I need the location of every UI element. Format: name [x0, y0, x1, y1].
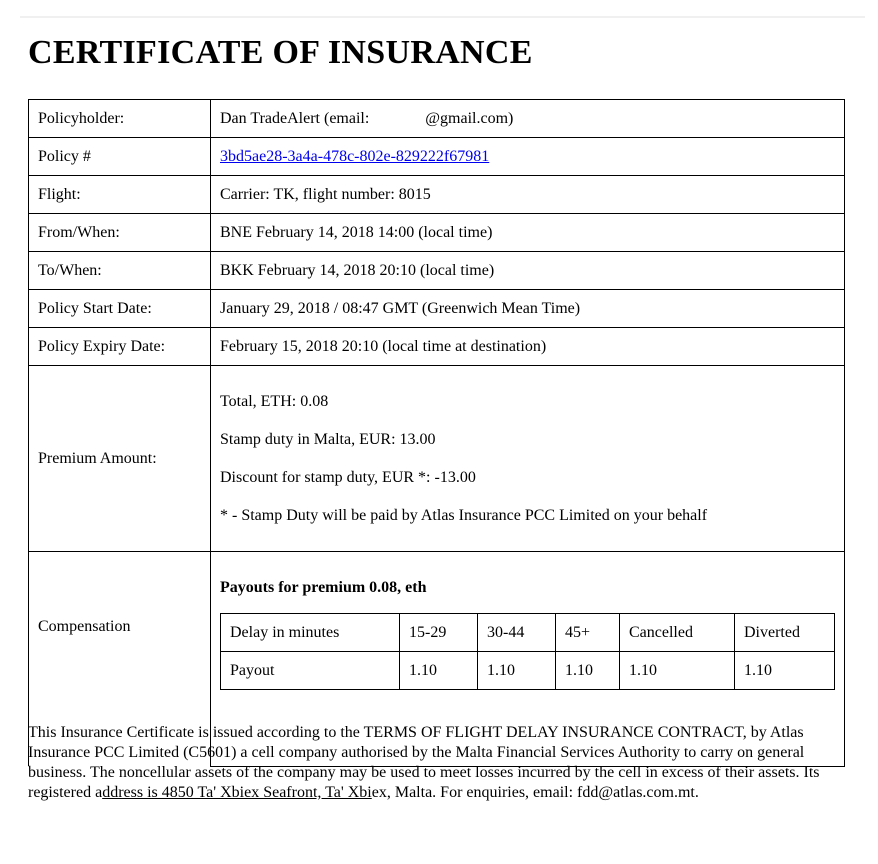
row-label: To/When:: [29, 252, 211, 290]
compensation-label: Compensation: [29, 552, 211, 767]
payouts-title: Payouts for premium 0.08, eth: [220, 579, 427, 596]
row-label: From/When:: [29, 214, 211, 252]
row-policy-expiry-date: [29, 328, 845, 366]
premium-discount: Discount for stamp duty, EUR *: -13.00: [220, 469, 476, 486]
row-to-when: [29, 252, 845, 290]
row-flight: [29, 176, 845, 214]
row-label: Policy #: [29, 138, 211, 176]
row-label: Policy Expiry Date:: [29, 328, 211, 366]
page-title: CERTIFICATE OF INSURANCE: [28, 34, 533, 71]
premium-stamp-duty: Stamp duty in Malta, EUR: 13.00: [220, 431, 436, 448]
to-when-value: BKK February 14, 2018 20:10 (local time): [211, 252, 845, 290]
footer-text-end: ex, Malta. For enquiries, email: fdd@atlas.com.mt.: [371, 784, 699, 801]
payouts-header-row: [221, 614, 835, 652]
payouts-header-cell: Delay in minutes: [221, 614, 400, 652]
premium-footnote: * - Stamp Duty will be paid by Atlas Insurance PCC Limited on your behalf: [220, 507, 708, 524]
payouts-value-cell: 1.10: [620, 652, 735, 690]
row-policy-number: [29, 138, 845, 176]
payouts-header-cell: 30-44: [478, 614, 556, 652]
row-label: Policyholder:: [29, 100, 211, 138]
payouts-value-row: [221, 652, 835, 690]
row-label: Policy Start Date:: [29, 290, 211, 328]
premium-label: Premium Amount:: [29, 366, 211, 552]
row-premium-amount: [29, 366, 845, 552]
premium-total: Total, ETH: 0.08: [220, 393, 329, 410]
row-policy-start-date: [29, 290, 845, 328]
footer-address-underlined: ddress is 4850 Ta' Xbiex Seafront, Ta' Xbi: [102, 784, 372, 801]
payouts-value-cell: 1.10: [478, 652, 556, 690]
payouts-header-cell: Cancelled: [620, 614, 735, 652]
row-policyholder: [29, 100, 845, 138]
legal-footer: [28, 723, 858, 803]
row-from-when: [29, 214, 845, 252]
payouts-header-cell: Diverted: [735, 614, 835, 652]
payouts-table: [220, 613, 835, 690]
payouts-header-cell: 15-29: [400, 614, 478, 652]
payouts-value-cell: 1.10: [400, 652, 478, 690]
certificate-table: [28, 99, 845, 767]
payouts-value-cell: Payout: [221, 652, 400, 690]
top-divider: [20, 16, 865, 18]
payouts-value-cell: 1.10: [556, 652, 620, 690]
flight-value: Carrier: TK, flight number: 8015: [211, 176, 845, 214]
payouts-header-cell: 45+: [556, 614, 620, 652]
from-when-value: BNE February 14, 2018 14:00 (local time): [211, 214, 845, 252]
policy-expiry-date-value: February 15, 2018 20:10 (local time at destination): [211, 328, 845, 366]
policy-number-cell: [211, 138, 845, 176]
policy-start-date-value: January 29, 2018 / 08:47 GMT (Greenwich Mean Time): [211, 290, 845, 328]
premium-details: [211, 366, 845, 552]
payouts-value-cell: 1.10: [735, 652, 835, 690]
row-label: Flight:: [29, 176, 211, 214]
policy-number-link[interactable]: 3bd5ae28-3a4a-478c-802e-829222f67981: [220, 147, 490, 165]
footer-text-start: This Insurance Certificate is issued according to the TERMS OF FLIGHT DELAY INSURANCE CONTRACT, by Atlas Insurance PCC Limited (C5601) a cell company authorised by the Malta Financial Services Authority to carry on general business. The noncellular assets of the company may be used to meet losses incurred by the cell in excess of their assets. Its registered a: [28, 724, 820, 801]
policyholder-value: Dan TradeAlert (email: @gmail.com): [211, 100, 845, 138]
